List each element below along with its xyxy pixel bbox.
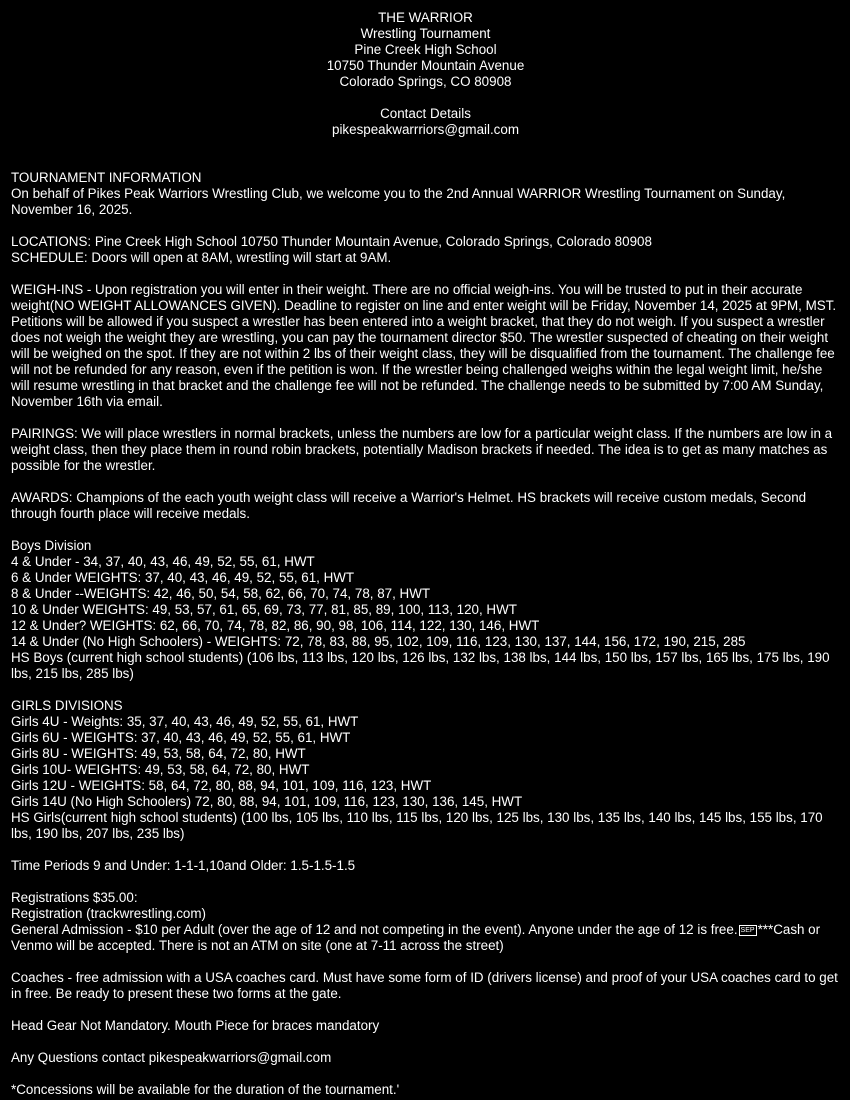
boys-weight-line: 4 & Under - 34, 37, 40, 43, 46, 49, 52, 55, 61, HWT: [11, 554, 315, 569]
time-periods-text: Time Periods 9 and Under: 1-1-1,10and Older: 1.5-1.5-1.5: [11, 858, 356, 873]
info-intro: On behalf of Pikes Peak Warriors Wrestling Club, we welcome you to the 2nd Annual WARRIOR Wrestling Tournament on Sunday, November 16, 2025.: [11, 186, 786, 217]
boys-weight-line: 10 & Under WEIGHTS: 49, 53, 57, 61, 65, 69, 73, 77, 81, 85, 89, 100, 113, 120, HWT: [11, 602, 517, 617]
event-name: THE WARRIOR: [378, 10, 473, 25]
info-heading: TOURNAMENT INFORMATION: [11, 170, 202, 185]
venue-street: 10750 Thunder Mountain Avenue: [326, 58, 525, 73]
awards-text: AWARDS: Champions of the each youth weight class will receive a Warrior's Helmet. HS brackets will receive custom medals, Second through fourth place will receive medals.: [11, 490, 807, 521]
registration-site: Registration (trackwrestling.com): [11, 906, 206, 921]
girls-weight-line: HS Girls(current high school students) (100 lbs, 105 lbs, 110 lbs, 115 lbs, 120 lbs, 125 lbs, 130 lbs, 135 lbs, 140 lbs, 145 lbs, 155 lbs, 170 lbs, 190 lbs, 207 lbs, 235 lbs): [11, 810, 823, 841]
girls-weight-line: Girls 4U - Weights: 35, 37, 40, 43, 46, 49, 52, 55, 61, HWT: [11, 714, 359, 729]
boys-heading: Boys Division: [11, 538, 92, 553]
coaches-text: Coaches - free admission with a USA coaches card. Must have some form of ID (drivers license) and proof of your USA coaches card to get in free. Be ready to present these two forms at the gate.: [11, 970, 838, 1001]
boys-weight-line: 12 & Under? WEIGHTS: 62, 66, 70, 74, 78, 82, 86, 90, 98, 106, 114, 122, 130, 146, HWT: [11, 618, 540, 633]
girls-heading: GIRLS DIVISIONS: [11, 698, 123, 713]
weigh-ins-text: WEIGH-INS - Upon registration you will enter in their weight. There are no official weigh-ins. You will be trusted to put in their accurate weight(NO WEIGHT ALLOWANCES GIVEN). Deadline to register on line and enter weight will be Friday, November 14, 2025 at 9PM, MST. Petitions will be allowed if you suspect a wrestler has been entered into a weight bracket, that they do not weigh. If you suspect a wrestler does not weigh the weight they are wrestling, you can pay the tournament director $50. The wrestler suspected of cheating on their weight will be weighed on the spot. If they are not within 2 lbs of their weight class, they will be disqualified from the tournament. The challenge fee will not be refunded for any reason, even if the petition is won. If the wrestler being challenged weighs within the legal weight limit, he/she will resume wrestling in that bracket and the challenge fee will not be refunded. The challenge needs to be submitted by 7:00 AM Sunday, November 16th via email.: [11, 282, 837, 409]
venue-name: Pine Creek High School: [354, 42, 497, 57]
girls-weight-line: Girls 6U - WEIGHTS: 37, 40, 43, 46, 49, 52, 55, 61, HWT: [11, 730, 351, 745]
venue-city: Colorado Springs, CO 80908: [339, 74, 512, 89]
boys-weight-line: 6 & Under WEIGHTS: 37, 40, 43, 46, 49, 52, 55, 61, HWT: [11, 570, 355, 585]
boys-weight-line: 8 & Under --WEIGHTS: 42, 46, 50, 54, 58, 62, 66, 70, 74, 78, 87, HWT: [11, 586, 431, 601]
schedule-text: SCHEDULE: Doors will open at 8AM, wrestling will start at 9AM.: [11, 250, 392, 265]
admission-text-a: General Admission - $10 per Adult (over the age of 12 and not competing in the event). Anyone under the age of 12 is free.: [11, 922, 738, 937]
concessions-text: *Concessions will be available for the duration of the tournament.': [11, 1082, 400, 1097]
boys-weight-line: 14 & Under (No High Schoolers) - WEIGHTS: 72, 78, 83, 88, 95, 102, 109, 116, 123, 130, 137, 144, 156, 172, 190, 215, 285: [11, 634, 746, 649]
boys-weight-line: HS Boys (current high school students) (106 lbs, 113 lbs, 120 lbs, 126 lbs, 132 lbs, 138 lbs, 144 lbs, 150 lbs, 157 lbs, 165 lbs, 175 lbs, 190 lbs, 215 lbs, 285 lbs): [11, 650, 830, 681]
head-gear-text: Head Gear Not Mandatory. Mouth Piece for braces mandatory: [11, 1018, 380, 1033]
girls-weight-line: Girls 14U (No High Schoolers) 72, 80, 88, 94, 101, 109, 116, 123, 130, 136, 145, HWT: [11, 794, 523, 809]
pairings-text: PAIRINGS: We will place wrestlers in normal brackets, unless the numbers are low for a particular weight class. If the numbers are low in a weight class, then they place them in round robin brackets, potentially Madison brackets if needed. The idea is to get as many matches as possible for the wrestler.: [11, 426, 833, 473]
girls-weight-line: Girls 12U - WEIGHTS: 58, 64, 72, 80, 88, 94, 101, 109, 116, 123, HWT: [11, 778, 432, 793]
contact-heading: Contact Details: [380, 106, 471, 121]
registration-price: Registrations $35.00:: [11, 890, 138, 905]
girls-weight-line: Girls 8U - WEIGHTS: 49, 53, 58, 64, 72, 80, HWT: [11, 746, 306, 761]
questions-text: Any Questions contact pikespeakwarriors@gmail.com: [11, 1050, 332, 1065]
event-type: Wrestling Tournament: [360, 26, 491, 41]
contact-email: pikespeakwarrriors@gmail.com: [332, 122, 519, 137]
locations-text: LOCATIONS: Pine Creek High School 10750 Thunder Mountain Avenue, Colorado Springs, Colorado 80908: [11, 234, 652, 249]
general-admission: [11, 922, 840, 954]
admission-text-b: ***Cash or Venmo will be accepted. There is not an ATM on site (one at 7-11 across the street): [11, 922, 821, 953]
sep-glyph: SEP: [740, 926, 755, 934]
header: [11, 10, 840, 138]
girls-weight-line: Girls 10U- WEIGHTS: 49, 53, 58, 64, 72, 80, HWT: [11, 762, 310, 777]
